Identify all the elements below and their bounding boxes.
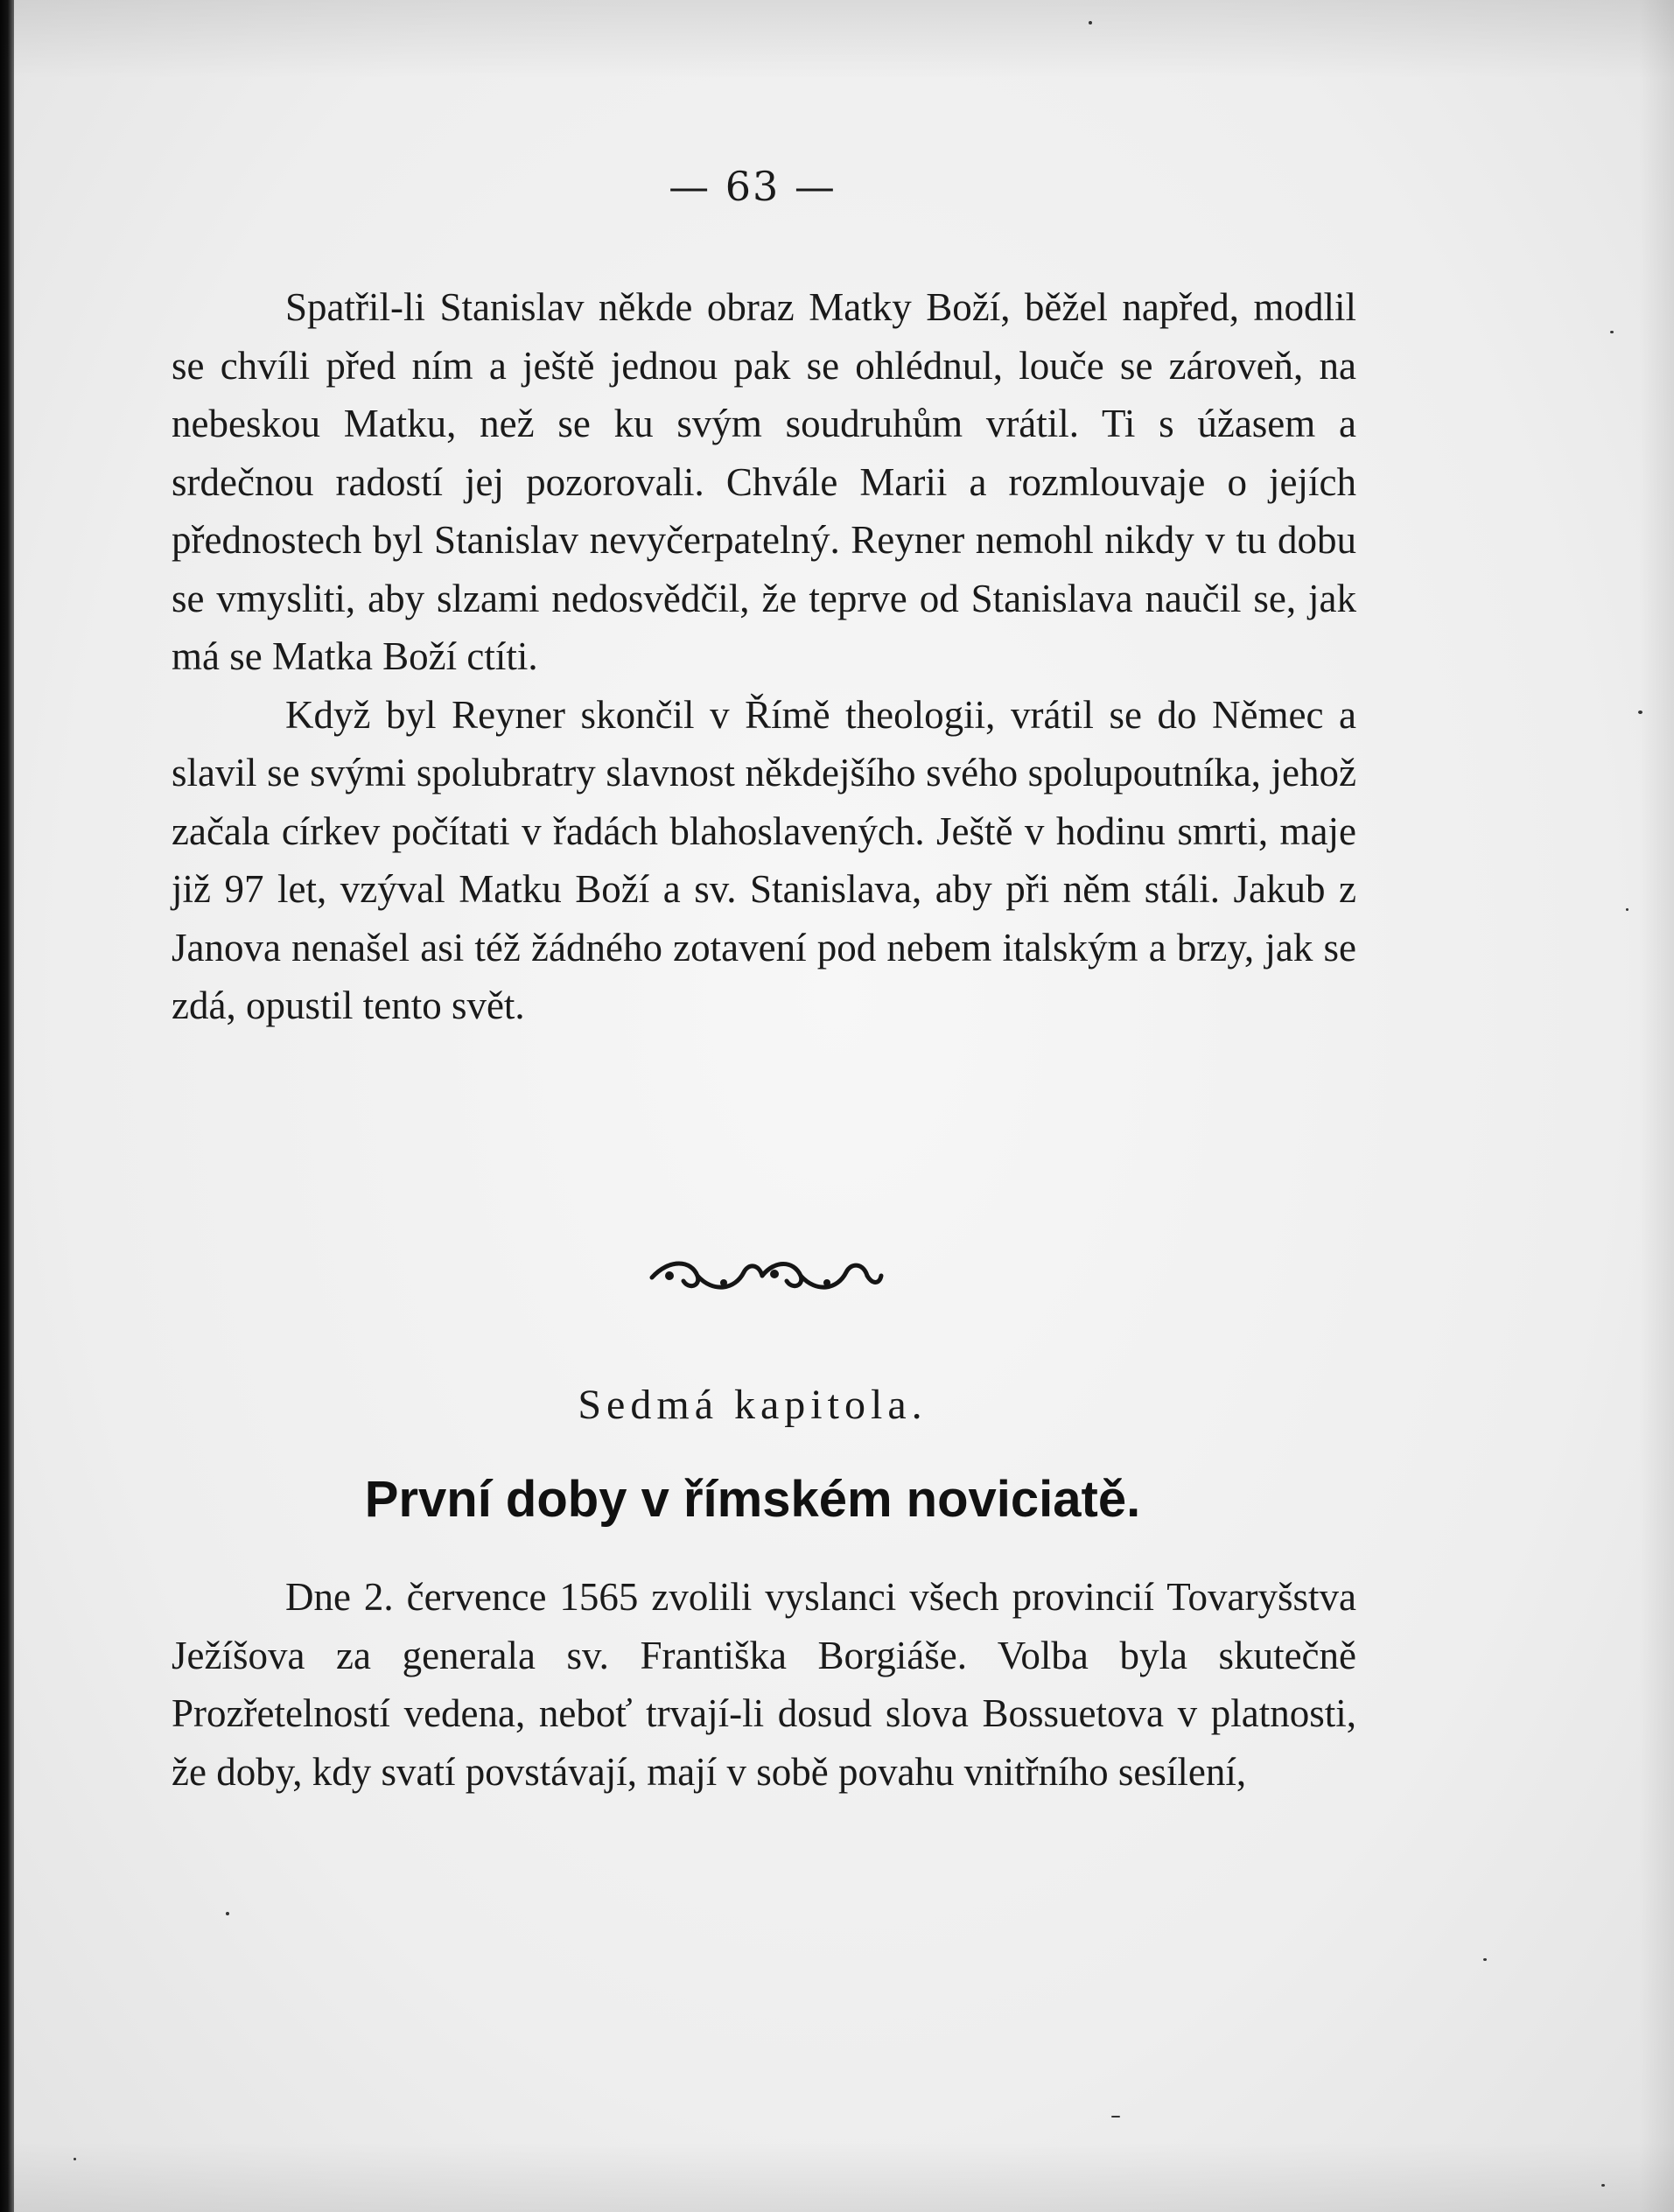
paper-speck xyxy=(74,2158,76,2160)
decorative-ornament-icon xyxy=(643,1250,888,1302)
paper-speck xyxy=(1610,331,1614,333)
paper-speck xyxy=(226,1912,229,1915)
body-text-section-one xyxy=(172,278,1356,1035)
page-number: — 63 — xyxy=(669,163,837,210)
chapter-title: První doby v římském noviciatě. xyxy=(364,1471,1141,1528)
page-shadow-bottom xyxy=(0,2142,1674,2212)
paper-speck xyxy=(1111,2116,1120,2118)
chapter-label: Sedmá kapitola. xyxy=(578,1382,928,1428)
paper-speck xyxy=(1483,1958,1487,1961)
paragraph: Dne 2. července 1565 zvolili vyslanci všech provincií Tovaryšstva Ježíšova za generala sv. Františka Borgiáše. Volba byla skutečně Prozřetelností vedena, neboť trvají-li dosud slova Bossuetova v platnosti, že doby, kdy svatí povstávají, mají v sobě povahu vnitřního sesílení, xyxy=(172,1575,1356,1794)
body-text-section-two xyxy=(172,1568,1356,1801)
paper-speck xyxy=(1089,21,1092,24)
paragraph: Když byl Reyner skončil v Římě theologii, vrátil se do Němec a slavil se svými spolubratry slavnost někdejšího svého spolupoutníka, jehož začala církev počítati v řadách blahoslavených. Ještě v hodinu smrti, maje již 97 let, vzýval Matku Boží a sv. Stanislava, aby při něm stáli. Jakub z Janova nenašel asi též žádného zotavení pod nebem italským a brzy, jak se zdá, opustil tento svět. xyxy=(172,692,1356,1027)
binding-edge xyxy=(0,0,14,2212)
page-shadow-top xyxy=(0,0,1674,79)
paragraph: Spatřil-li Stanislav někde obraz Matky Boží, běžel napřed, modlil se chvíli před ním a ještě jednou pak se ohlédnul, louče se zároveň, na nebeskou Matku, než se ku svým soudruhům vrátil. Ti s úžasem a srdečnou radostí jej pozorovali. Chvále Marii a rozmlouvaje o jejích přednostech byl Stanislav nevyčerpatelný. Reyner nemohl nikdy v tu dobu se vmysliti, aby slzami nedosvědčil, že teprve od Stanislava naučil se, jak má se Matka Boží ctíti. xyxy=(172,285,1356,678)
page-shadow-right xyxy=(1639,0,1674,2212)
paper-speck xyxy=(1626,908,1628,911)
paper-speck xyxy=(1601,2184,1605,2187)
paper-speck xyxy=(1638,710,1642,714)
